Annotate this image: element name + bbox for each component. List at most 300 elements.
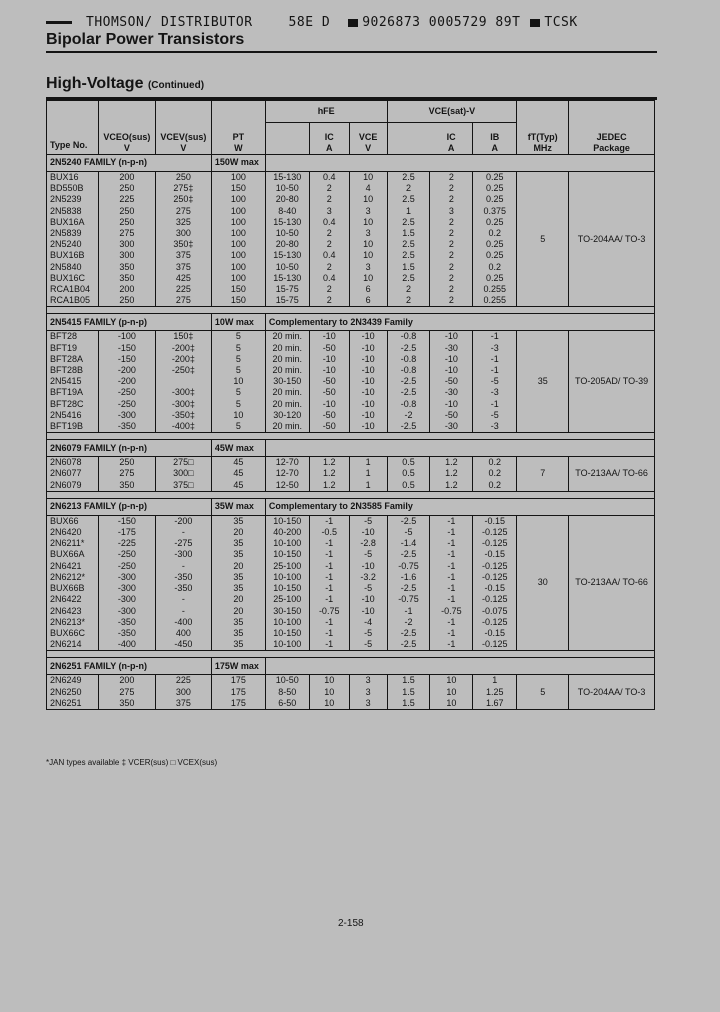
value-cell: 2 [309, 284, 349, 295]
family-header-row [47, 658, 655, 675]
value-cell: 325 [155, 217, 211, 228]
table-row [47, 172, 655, 184]
family-note [265, 440, 654, 457]
value-cell: -5 [473, 376, 517, 387]
value-cell: 10-100 [265, 572, 309, 583]
type-cell: 2N5840 [47, 262, 99, 273]
value-cell: -0.125 [473, 527, 517, 538]
value-cell: 2 [430, 273, 473, 284]
value-cell: 2 [430, 228, 473, 239]
value-cell: 250 [98, 295, 155, 307]
value-cell: -10 [430, 365, 473, 376]
value-cell: 100 [211, 239, 265, 250]
value-cell: 0.25 [473, 217, 517, 228]
value-cell: 275 [98, 228, 155, 239]
value-cell: 0.255 [473, 284, 517, 295]
value-cell: 15-130 [265, 217, 309, 228]
value-cell: 15-75 [265, 295, 309, 307]
value-cell: 25-100 [265, 561, 309, 572]
value-cell: -2 [387, 410, 430, 421]
value-cell: 0.5 [387, 457, 430, 469]
value-cell: -10 [309, 354, 349, 365]
col-sat-ib [473, 123, 517, 155]
value-cell: 100 [211, 206, 265, 217]
value-cell: -150 [98, 515, 155, 527]
page-header [46, 15, 670, 30]
value-cell: 175 [211, 675, 265, 687]
value-cell: 10 [349, 217, 387, 228]
col-pt [211, 101, 265, 155]
value-cell: -300 [155, 549, 211, 560]
col-hfe-vce-unit: V [365, 142, 372, 153]
value-cell: 2 [309, 295, 349, 307]
value-cell: 1.2 [430, 457, 473, 469]
family-name: 2N6213 FAMILY (p-n-p) [47, 498, 212, 515]
value-cell: -2.5 [387, 515, 430, 527]
value-cell: 10 [309, 675, 349, 687]
value-cell: 35 [211, 583, 265, 594]
col-type: Type No. [47, 101, 99, 155]
value-cell: -400 [98, 639, 155, 651]
value-cell: 35 [211, 515, 265, 527]
value-cell: 2 [387, 284, 430, 295]
ft-cell: 30 [517, 515, 569, 650]
value-cell: 2 [430, 295, 473, 307]
value-cell: -1 [430, 639, 473, 651]
value-cell: 375 [155, 250, 211, 261]
value-cell: -50 [430, 410, 473, 421]
value-cell: 0.2 [473, 468, 517, 479]
value-cell: 8-50 [265, 687, 309, 698]
value-cell: 275 [155, 206, 211, 217]
col-ft-unit: MHz [533, 142, 552, 153]
value-cell: 1.2 [430, 468, 473, 479]
value-cell: 3 [349, 698, 387, 710]
value-cell: -10 [349, 606, 387, 617]
value-cell: - [155, 527, 211, 538]
value-cell: 20 min. [265, 331, 309, 343]
value-cell: -10 [430, 354, 473, 365]
col-jedec-label: JEDEC [596, 131, 627, 142]
value-cell: -5 [349, 549, 387, 560]
value-cell: 40-200 [265, 527, 309, 538]
value-cell: 10-150 [265, 583, 309, 594]
value-cell: 15-130 [265, 273, 309, 284]
header-code1: 58E D [288, 15, 331, 30]
value-cell: -300‡ [155, 387, 211, 398]
footnote: *JAN types available ‡ VCER(sus) □ VCEX(sus) [46, 758, 218, 767]
value-cell: -10 [349, 421, 387, 433]
type-cell: RCA1B05 [47, 295, 99, 307]
value-cell: 1.25 [473, 687, 517, 698]
value-cell: 10 [211, 410, 265, 421]
col-hfe-blank [265, 123, 309, 155]
value-cell: -0.15 [473, 583, 517, 594]
section-title-text: High-Voltage [46, 75, 144, 92]
value-cell: -400‡ [155, 421, 211, 433]
header-code2: 9026873 0005729 89T [362, 15, 521, 30]
value-cell: 275‡ [155, 183, 211, 194]
value-cell: 2 [430, 284, 473, 295]
value-cell: 2 [309, 228, 349, 239]
col-jedec [569, 101, 655, 155]
header-row-1 [47, 101, 655, 123]
value-cell: 15-130 [265, 250, 309, 261]
value-cell: -1 [309, 583, 349, 594]
value-cell: -300 [98, 572, 155, 583]
col-hfe-vce [349, 123, 387, 155]
value-cell: -1 [430, 628, 473, 639]
value-cell: 20 [211, 594, 265, 605]
value-cell: 2 [430, 262, 473, 273]
value-cell: 1 [387, 206, 430, 217]
type-cell: 2N6422 [47, 594, 99, 605]
package-cell: TO-205AD/ TO-39 [569, 331, 655, 433]
value-cell: 100 [211, 250, 265, 261]
value-cell: 200 [98, 172, 155, 184]
col-vcesat: VCE(sat)-V [387, 101, 517, 123]
value-cell: -1 [309, 538, 349, 549]
value-cell: 1 [349, 480, 387, 492]
type-cell: 2N6211* [47, 538, 99, 549]
family-name: 2N6079 FAMILY (n-p-n) [47, 440, 212, 457]
value-cell: -400 [155, 617, 211, 628]
type-cell: BUX66 [47, 515, 99, 527]
value-cell: 10 [430, 687, 473, 698]
value-cell: 0.255 [473, 295, 517, 307]
value-cell: -5 [349, 515, 387, 527]
value-cell: -0.8 [387, 399, 430, 410]
page-title: Bipolar Power Transistors [46, 31, 245, 48]
value-cell: -10 [349, 594, 387, 605]
value-cell: 0.2 [473, 457, 517, 469]
value-cell: -250 [98, 549, 155, 560]
value-cell: 35 [211, 572, 265, 583]
col-sat-blank [387, 123, 430, 155]
type-cell: BUX16 [47, 172, 99, 184]
value-cell: 3 [349, 206, 387, 217]
value-cell: -350 [98, 421, 155, 433]
value-cell: 100 [211, 194, 265, 205]
value-cell: 45 [211, 468, 265, 479]
value-cell: -1 [430, 527, 473, 538]
family-spacer [47, 491, 655, 498]
value-cell: 0.4 [309, 172, 349, 184]
value-cell: 10-150 [265, 628, 309, 639]
header-block-mark [530, 19, 540, 27]
value-cell: 15-75 [265, 284, 309, 295]
type-cell: BUX66B [47, 583, 99, 594]
value-cell: -2.5 [387, 628, 430, 639]
ft-cell: 35 [517, 331, 569, 433]
value-cell: 350 [98, 273, 155, 284]
value-cell: 1 [349, 457, 387, 469]
value-cell: 0.4 [309, 217, 349, 228]
value-cell: -10 [349, 354, 387, 365]
col-hfe: hFE [265, 101, 387, 123]
type-cell: BUX16B [47, 250, 99, 261]
value-cell: -50 [309, 343, 349, 354]
value-cell: 250 [98, 457, 155, 469]
table-row [47, 515, 655, 527]
value-cell: 3 [309, 206, 349, 217]
value-cell: 1 [349, 468, 387, 479]
value-cell: 10 [211, 376, 265, 387]
type-cell: 2N6077 [47, 468, 99, 479]
value-cell: -0.8 [387, 354, 430, 365]
value-cell: 30-150 [265, 376, 309, 387]
value-cell: -350 [155, 583, 211, 594]
package-cell: TO-204AA/ TO-3 [569, 675, 655, 710]
value-cell: -1 [430, 549, 473, 560]
value-cell: -300 [98, 606, 155, 617]
value-cell: 1.2 [309, 457, 349, 469]
value-cell: 2 [309, 194, 349, 205]
section-title [46, 75, 204, 93]
value-cell: - [155, 561, 211, 572]
value-cell: -1 [430, 594, 473, 605]
value-cell: -1 [430, 617, 473, 628]
value-cell: 1.5 [387, 228, 430, 239]
value-cell: 2.5 [387, 194, 430, 205]
type-cell: 2N5239 [47, 194, 99, 205]
value-cell: 2.5 [387, 250, 430, 261]
value-cell: 2 [387, 183, 430, 194]
value-cell: -30 [430, 343, 473, 354]
value-cell: 150 [211, 284, 265, 295]
family-power: 10W max [211, 314, 265, 331]
value-cell: -1 [430, 538, 473, 549]
value-cell: -10 [349, 527, 387, 538]
value-cell: 20-80 [265, 194, 309, 205]
value-cell: 225 [155, 284, 211, 295]
value-cell: 20 min. [265, 387, 309, 398]
spacer-cell [47, 307, 655, 314]
value-cell: -200 [155, 515, 211, 527]
value-cell: -3 [473, 387, 517, 398]
col-sat-ic-unit: A [447, 142, 455, 153]
type-cell: 2N6423 [47, 606, 99, 617]
type-cell: BFT28C [47, 399, 99, 410]
value-cell: 1.5 [387, 687, 430, 698]
value-cell: -10 [349, 365, 387, 376]
value-cell: 10-50 [265, 262, 309, 273]
value-cell: 10-50 [265, 183, 309, 194]
value-cell: 5 [211, 365, 265, 376]
col-vceo-label: VCEO(sus) [103, 131, 151, 142]
type-cell: 2N6213* [47, 617, 99, 628]
value-cell: -0.75 [430, 606, 473, 617]
col-hfe-ic-label: IC [324, 131, 334, 142]
family-power: 150W max [211, 155, 265, 172]
value-cell: -2.5 [387, 376, 430, 387]
value-cell: 275 [98, 468, 155, 479]
value-cell: -175 [98, 527, 155, 538]
value-cell: 100 [211, 172, 265, 184]
value-cell: 0.2 [473, 480, 517, 492]
value-cell: -0.125 [473, 639, 517, 651]
type-cell: 2N6421 [47, 561, 99, 572]
value-cell: -2.5 [387, 343, 430, 354]
header-block-mark [348, 19, 358, 27]
value-cell: 20 min. [265, 399, 309, 410]
family-note: Complementary to 2N3439 Family [265, 314, 654, 331]
type-cell: 2N5240 [47, 239, 99, 250]
family-power: 175W max [211, 658, 265, 675]
value-cell: 20 [211, 606, 265, 617]
value-cell: 2 [309, 183, 349, 194]
value-cell: 0.25 [473, 183, 517, 194]
value-cell: 300 [155, 228, 211, 239]
value-cell: 20 min. [265, 365, 309, 376]
family-spacer [47, 433, 655, 440]
col-ft-label: fT(Typ) [527, 131, 558, 142]
value-cell: -1 [473, 331, 517, 343]
value-cell: 300 [98, 250, 155, 261]
value-cell: 2.5 [387, 273, 430, 284]
family-header-row [47, 498, 655, 515]
family-note [265, 658, 654, 675]
spacer-cell [47, 491, 655, 498]
value-cell: 1.5 [387, 262, 430, 273]
value-cell: 225 [155, 675, 211, 687]
value-cell: 1.5 [387, 698, 430, 710]
value-cell: 10-100 [265, 538, 309, 549]
value-cell: 2 [430, 194, 473, 205]
value-cell: 45 [211, 457, 265, 469]
value-cell: -1 [309, 628, 349, 639]
value-cell: -10 [349, 387, 387, 398]
value-cell: 2 [430, 217, 473, 228]
value-cell: 1.5 [387, 675, 430, 687]
value-cell: -1 [430, 572, 473, 583]
value-cell: -2.5 [387, 387, 430, 398]
value-cell: -100 [98, 331, 155, 343]
value-cell: -275 [155, 538, 211, 549]
value-cell: -0.75 [309, 606, 349, 617]
value-cell: -3.2 [349, 572, 387, 583]
value-cell: 250 [155, 172, 211, 184]
value-cell: 12-70 [265, 468, 309, 479]
type-cell: 2N6420 [47, 527, 99, 538]
value-cell [155, 376, 211, 387]
table-row [47, 457, 655, 469]
value-cell: - [155, 594, 211, 605]
value-cell: 10 [349, 239, 387, 250]
value-cell: -350 [98, 628, 155, 639]
value-cell: -450 [155, 639, 211, 651]
value-cell: 10 [349, 250, 387, 261]
type-cell: BFT28B [47, 365, 99, 376]
value-cell: -10 [349, 331, 387, 343]
value-cell: 275□ [155, 457, 211, 469]
value-cell: -350 [98, 617, 155, 628]
spacer-cell [47, 433, 655, 440]
value-cell: 2 [430, 250, 473, 261]
value-cell: 35 [211, 538, 265, 549]
value-cell: 0.25 [473, 273, 517, 284]
value-cell: -300 [98, 583, 155, 594]
value-cell: -0.8 [387, 365, 430, 376]
package-cell: TO-213AA/ TO-66 [569, 457, 655, 492]
value-cell: 20 [211, 527, 265, 538]
col-ft [517, 101, 569, 155]
ft-cell: 5 [517, 675, 569, 710]
value-cell: -1 [430, 583, 473, 594]
value-cell: 5 [211, 399, 265, 410]
value-cell: 375 [155, 262, 211, 273]
value-cell: -250‡ [155, 365, 211, 376]
page-number: 2-158 [338, 918, 364, 929]
value-cell: -1 [473, 354, 517, 365]
value-cell: 150 [211, 183, 265, 194]
value-cell: 30-150 [265, 606, 309, 617]
value-cell: 5 [211, 387, 265, 398]
value-cell: -5 [349, 628, 387, 639]
value-cell: 350 [98, 262, 155, 273]
value-cell: 0.25 [473, 194, 517, 205]
type-cell: 2N5838 [47, 206, 99, 217]
value-cell: -250 [98, 561, 155, 572]
type-cell: BFT28 [47, 331, 99, 343]
value-cell: 300□ [155, 468, 211, 479]
value-cell: 0.25 [473, 172, 517, 184]
value-cell: -0.5 [309, 527, 349, 538]
transistor-table [46, 100, 655, 710]
header-code3: TCSK [544, 15, 578, 30]
family-name: 2N5240 FAMILY (n-p-n) [47, 155, 212, 172]
value-cell: -5 [473, 410, 517, 421]
value-cell: 225 [98, 194, 155, 205]
value-cell: 10-150 [265, 549, 309, 560]
family-power: 45W max [211, 440, 265, 457]
value-cell: - [155, 606, 211, 617]
value-cell: 1.2 [309, 480, 349, 492]
col-vceo [98, 101, 155, 155]
col-vcev [155, 101, 211, 155]
value-cell: 10 [430, 698, 473, 710]
value-cell: 2.5 [387, 217, 430, 228]
value-cell: 10-50 [265, 675, 309, 687]
value-cell: 150 [211, 295, 265, 307]
value-cell: 3 [430, 206, 473, 217]
value-cell: -1 [309, 594, 349, 605]
value-cell: -0.15 [473, 549, 517, 560]
value-cell: 35 [211, 549, 265, 560]
value-cell: 6 [349, 295, 387, 307]
value-cell: -50 [309, 376, 349, 387]
value-cell: -0.125 [473, 561, 517, 572]
value-cell: 425 [155, 273, 211, 284]
value-cell: -2.8 [349, 538, 387, 549]
value-cell: 400 [155, 628, 211, 639]
value-cell: 375□ [155, 480, 211, 492]
value-cell: 1.2 [430, 480, 473, 492]
type-cell: 2N6251 [47, 698, 99, 710]
value-cell: 175 [211, 698, 265, 710]
value-cell: 3 [349, 675, 387, 687]
value-cell: 2 [430, 183, 473, 194]
type-cell: 2N6079 [47, 480, 99, 492]
col-hfe-ic [309, 123, 349, 155]
value-cell: 2 [309, 239, 349, 250]
type-cell: BUX16A [47, 217, 99, 228]
value-cell: -1 [309, 617, 349, 628]
type-cell: 2N5415 [47, 376, 99, 387]
value-cell: 175 [211, 687, 265, 698]
value-cell: 1 [473, 675, 517, 687]
table-row [47, 675, 655, 687]
